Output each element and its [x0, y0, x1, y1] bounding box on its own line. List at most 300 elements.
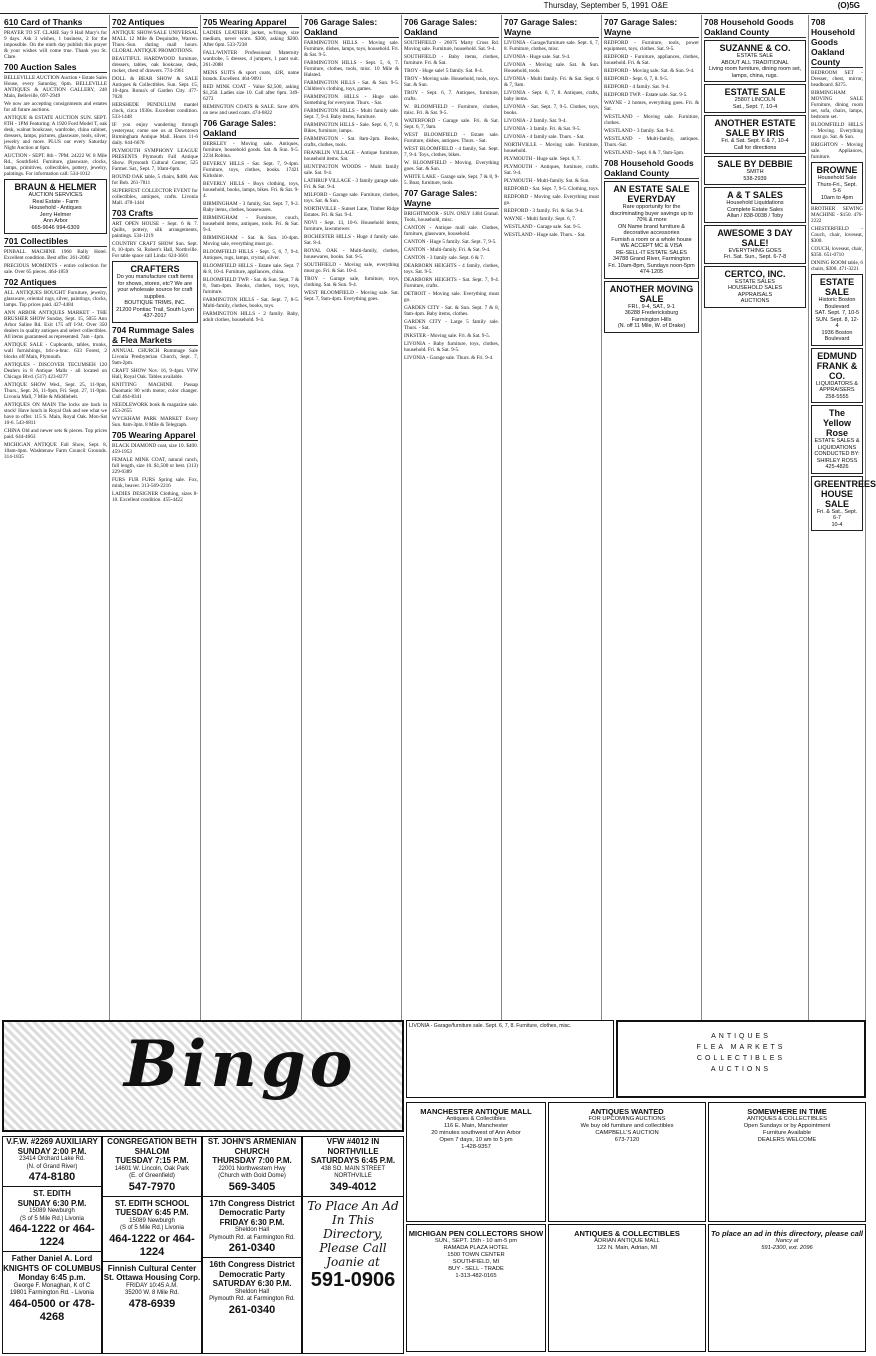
- ad-divider: [3, 1186, 101, 1187]
- classified-listing: NORTHVILLE - Sunset Lane, Timber Ridge Estates. Fri. & Sat. 9-4.: [304, 206, 399, 218]
- display-ad-line: Farmington Hills: [631, 316, 672, 323]
- classified-listing: REDFORD - 3 family. Fri. & Sat. 9-4.: [504, 208, 584, 214]
- classified-listing: ALL ANTIQUES BOUGHT Furniture, jewelry, glassware, oriental rugs, silver, paintings, clocks, lamps. Top prices paid. 427-4484: [4, 290, 107, 308]
- header-date: [544, 0, 668, 12]
- display-ad-line: 474-1205: [639, 269, 664, 275]
- section-heading: 703 Crafts: [112, 208, 198, 219]
- bingo-ad-title: 16th Congress District Democratic Party: [209, 1260, 295, 1279]
- display-ad-line: BOUTIQUE TRIMS, INC.: [124, 300, 186, 306]
- classified-listing: FARMINGTON HILLS - Multi family sale. Sept. 7, 9-4. Baby items, furniture.: [304, 108, 399, 120]
- classified-listing: PRECIOUS MOMENTS - entire collection for sale. Over 65 pieces. 464-1859: [4, 263, 107, 275]
- classified-listing: GARDEN CITY - Large 5 family sale. Thurs. - Sat.: [404, 319, 499, 331]
- continuation-text: LIVONIA - Garage/furniture sale. Sept. 6, 7, 8. Furniture, clothes, misc.: [409, 1023, 572, 1029]
- bingo-ad-note: (S of 5 Mile Rd.) Livonia: [119, 1225, 185, 1231]
- classified-listing: IF you enjoy wandering through yesteryear, come see us at Downtown Birmingham Antique Mall. Hours 11-6 daily. 644-6676: [112, 122, 198, 146]
- section-heading: 700 Auction Sales: [4, 62, 107, 73]
- classified-listing: BLOOMFIELD HILLS - Estate sale. Sept. 7 & 8, 10-4. Furniture, appliances, china.: [203, 263, 299, 275]
- bingo-ad-address: George F. Monaghan, K of C: [13, 1282, 91, 1289]
- bingo-title: Bingo: [124, 1027, 357, 1102]
- display-ad-line: Fri. 10am-8pm, Sundays noon-5pm: [608, 262, 695, 269]
- classified-listing: BEAUTIFUL HARDWOOD furniture, dressers, tables, oak bookcase, desk, rocker, chest of drawers. 774-1961: [112, 56, 198, 74]
- display-ad: [704, 156, 806, 185]
- classified-listing: PLYMOUTH SYMPHONY LEAGUE PRESENTS Plymouth Fall Antique Show. Plymouth Cultural Center, 525 Farmer. Sat., Sept. 7, 10am-6pm.: [112, 148, 198, 172]
- classified-listing: PRAYER TO ST. CLARE Say 9 Hail Mary's for 9 days. Ask 3 wishes, 1 business, 2 for the impossible. On the ninth day publish this prayer & your wishes will come true. Thank you St. Clare.: [4, 30, 107, 60]
- section-heading: 708 Household Goods Oakland County: [704, 17, 806, 38]
- classified-listing: LADIES LEATHER jacket, w/fringe, size medium, never worn. $300, asking $200. After 6pm. 533-7238: [203, 30, 299, 48]
- page-header: [0, 0, 868, 14]
- section-heading: 707 Garage Sales: Wayne: [604, 17, 699, 38]
- classified-listing: BLOOMFIELD HILLS - Moving. Everything must go. Sat. & Sun.: [811, 122, 863, 140]
- classified-listing: BERKLEY - Moving sale. Antiques, furniture, household goods. Sat. & Sun. 9-5. 2234 Robina.: [203, 141, 299, 159]
- classified-listing: CHINA Old and newer sets & pieces. Top prices paid. 644-4663: [4, 428, 107, 440]
- display-ad: [704, 225, 806, 264]
- display-ad-line: 10am to 4pm: [820, 194, 854, 201]
- classified-listing: CANTON - Huge 5 family. Sat. Sept. 7, 9-5.: [404, 239, 497, 245]
- display-ad-title: GREENTREES HOUSE SALE: [814, 478, 876, 509]
- classified-listing: FARMINGTON HILLS - Sale. Sept. 6, 7, 8. Bikes, furniture, lamps.: [304, 122, 399, 134]
- classified-listing: FARMINGTON HILLS - Moving sale. Furniture, dishes, lamps, toys, household. Fri. & Sat. 9-5.: [304, 40, 399, 58]
- classified-listing: WESTLAND - Huge sale. Thurs. - Sat.: [504, 232, 586, 238]
- place-ad-phone: 591-0906: [310, 1268, 396, 1291]
- classified-listing: FARMINGTON HILLS - Sept. 5, 6, 7. Furniture, clothes, tools, misc. 10 Mile & Halsted.: [304, 60, 399, 78]
- display-ad-title: ESTATE SALE: [819, 277, 855, 297]
- bingo-ad-note: Plymouth Rd. at Farmington Rd.: [209, 1234, 295, 1241]
- classified-listing: ROCHESTER HILLS - Huge 4 family sale. Sat. 8-4.: [304, 234, 399, 246]
- display-ad-line: 34788 Grand River, Farmington: [612, 256, 691, 262]
- classified-listing: COUNTRY CRAFT SHOW Sun. Sept. 8, 10-4pm. St. Robert's Hall, Northville. For table space call Linda: 624-3601: [112, 241, 198, 259]
- classified-listing: BRIGHTMOOR - SUN. ONLY 1484 Granal. Tools, household, misc.: [404, 211, 499, 223]
- section-heading: 610 Card of Thanks: [4, 17, 107, 28]
- bingo-ad-phone: 569-3405: [228, 1180, 276, 1193]
- classified-listing: WYCKHAM PARK MARKET Every Sun. 8am-3pm. 8 Mile & Telegraph.: [112, 415, 198, 428]
- bingo-ad-phone: 261-0340: [228, 1242, 276, 1254]
- display-ad: [704, 115, 806, 154]
- bingo-ad-phone: 464-1222 or 464-1224: [109, 1232, 195, 1258]
- display-ad-title: BRAUN & HELMER: [14, 182, 97, 192]
- display-ad-line: Do you manufacture craft items for shows, stores, etc? We are your wholesale source for craft supplies.: [116, 274, 194, 300]
- display-ad: [604, 181, 699, 279]
- classified-listing: W. BLOOMFIELD - Furniture, clothes, misc. Fri. & Sat. 9-5.: [404, 104, 499, 116]
- antiques-ad-title: ANTIQUES & COLLECTIBLES: [574, 1229, 680, 1238]
- display-ad-title: SALE BY DEBBIE: [717, 159, 793, 169]
- antiques-ad-line: 673-7120: [614, 1137, 640, 1143]
- antiques-ad-title: MANCHESTER ANTIQUE MALL: [420, 1107, 532, 1116]
- classified-column: [2, 15, 110, 1020]
- classified-listing: LIVONIA - 4 family sale. Thurs. - Sat.: [504, 134, 585, 140]
- bingo-ad-address: 22001 Northwestern Hwy: [218, 1165, 286, 1172]
- antiques-directory: [406, 1020, 866, 1354]
- classified-listing: REDFORD - Sept. 6, 7, 8. 9-5.: [604, 76, 669, 82]
- classified-listing: WATERFORD - Garage sale. Fri. & Sat. Sept. 6, 7, 9am.: [404, 118, 499, 130]
- classified-listing: INKSTER - Moving sale. Fri. & Sat. 9-5.: [404, 333, 491, 339]
- antiques-ad-line: DEALERS WELCOME: [757, 1137, 817, 1143]
- bingo-ad-title: ST. JOHN'S ARMENIAN CHURCH: [207, 1137, 297, 1156]
- display-ad-title: AN ESTATE SALE EVERYDAY: [613, 184, 690, 204]
- classified-listing: WESTLAND - 3 family. Sat. 9-4.: [604, 128, 674, 134]
- antiques-ad-line: SUN., SEPT. 15th - 10 am-5 pm: [434, 1238, 518, 1244]
- classified-column: [110, 15, 201, 1020]
- classified-listing: MILFORD - Garage sale. Furniture, clothes, toys. Sat. & Sun.: [304, 192, 399, 204]
- antiques-ad: [406, 1224, 546, 1352]
- antiques-ad-line: 1500 TOWN CENTER: [447, 1252, 505, 1258]
- display-ad-title: ANOTHER ESTATE SALE BY IRIS: [714, 118, 796, 138]
- bingo-ad-address: 15089 Newburgh: [29, 1208, 75, 1214]
- classified-listing: KNITTING MACHINE Passap Duomatic 80 with motor, color changer. Call 464-8341: [112, 381, 198, 400]
- antiques-ad-line: ANTIQUES & COLLECTIBLES: [747, 1116, 827, 1122]
- bingo-ad-address: 438 SO. MAIN STREET: [320, 1165, 386, 1172]
- display-ad: [704, 84, 806, 113]
- display-ad-line: SUN. Sept. 8, 12-4: [815, 316, 859, 329]
- display-ad: [704, 266, 806, 308]
- classified-listing: ANTIQUES ON MAIN The locks are back in stock! Have lunch in Royal Oak and see what we have to offer. 115 S. Main, Royal Oak. Mon-Sat 10-6. 543-6811: [4, 402, 107, 426]
- classified-listing: WEST BLOOMFIELD - 4 family, Sat. Sept. 7, 9-4. Toys, clothes, bikes.: [404, 146, 499, 158]
- bingo-ad-note: NORTHVILLE: [334, 1173, 372, 1179]
- bingo-ad-address: Sheldon Hall: [234, 1288, 270, 1295]
- classified-listing: ANN ARBOR ANTIQUES MARKET - THE BRUSHER SHOW Sunday, Sept. 15, 5055 Ann Arbor Saline Rd. Exit 175 off I-94. Over 350 dealers in quality antiques and select collectibles. All items guaranteed as represented. 7am - 4pm.: [4, 310, 107, 340]
- bingo-ad-day: TUESDAY 6:45 P.M.: [115, 1208, 189, 1217]
- display-ad: [811, 274, 863, 346]
- display-ad-line: WE ACCEPT MC & VISA: [620, 243, 683, 249]
- classified-listing: WAYNE - Multi family. Sept. 6, 7.: [504, 216, 577, 222]
- ad-divider: [103, 1196, 201, 1197]
- classified-listing: W. BLOOMFIELD - Moving. Everything goes. Sat. & Sun.: [404, 160, 499, 172]
- display-ad-line: RE-SELL-IT ESTATE SALES: [616, 249, 687, 256]
- display-ad-line: 10-4: [831, 521, 843, 528]
- antiques-ad-title: To place an ad in this directory, please call: [711, 1229, 863, 1238]
- classified-listing: DEARBORN HEIGHTS - Sat. Sept. 7, 9-4. Furniture, crafts.: [404, 277, 499, 289]
- display-ad-line: ESTATE SALES & LIQUIDATIONS CONDUCTED BY:: [814, 438, 860, 457]
- antiques-ad-line: 116 E. Main, Manchester: [443, 1123, 508, 1129]
- classified-listing: BEVERLY HILLS - Sat. Sept. 7, 9-4pm. Furniture, toys, clothes, books. 17421 Kirkshire.: [203, 161, 299, 179]
- classified-listing: REDFORD - Moving sale. Sat. & Sun. 9-4.: [604, 68, 695, 74]
- display-ad: [704, 187, 806, 223]
- bingo-ad-phone: 464-1222 or 464-1224: [9, 1223, 95, 1248]
- classified-listing: PLYMOUTH - Antiques, furniture, crafts. Sat. 9-4.: [504, 164, 599, 176]
- classified-listing: RED MINK COAT - Value $2,500, asking $1,250. Ladies size 10. Call after 6pm. 349-6273: [203, 84, 299, 102]
- display-ad-title: A & T SALES: [727, 190, 783, 200]
- classified-listing: WAYNE - 2 homes, everything goes. Fri. & Sat.: [604, 100, 699, 112]
- classified-listing: TROY - Moving sale. Household, tools, toys. Sat. & Sun.: [404, 76, 499, 88]
- display-ad-title: ANOTHER MOVING SALE: [609, 283, 694, 304]
- bingo-ad-title: CONGREGATION BETH SHALOM: [107, 1137, 197, 1156]
- display-ad-line: APPRAISALS: [737, 291, 773, 298]
- display-ad-line: ABOUT ALL TRADITIONAL: [721, 59, 789, 66]
- display-ad-title: ESTATE SALE: [724, 87, 786, 97]
- bingo-ad-note: (E. of Greenfield): [129, 1173, 175, 1179]
- bingo-ad-address: Sheldon Hall: [234, 1227, 270, 1233]
- display-ad-line: Household Liquidations: [726, 200, 784, 206]
- bingo-ad-note: Plymouth Rd. at Farmington Rd.: [209, 1296, 295, 1302]
- classified-listing: ROUND OAK table, 5 chairs, $400. Ask for Bob. 261-7811: [112, 174, 198, 186]
- display-ad-line: Allan / 838-0038 / Toby: [726, 213, 784, 219]
- antiques-ad-line: Furniture Available: [763, 1130, 811, 1136]
- display-ad-title: AWESOME 3 DAY SALE!: [717, 227, 793, 248]
- classified-listing: LIVONIA - Huge sale. Sat. 9-4.: [504, 54, 571, 60]
- display-ad-line: AUCTIONS: [740, 298, 770, 304]
- display-ad-line: (N. off 11 Mile, W. of Drake): [617, 323, 686, 329]
- bingo-directory: [2, 1136, 404, 1354]
- bingo-ad-day: SUNDAY 2:00 P.M.: [17, 1146, 87, 1156]
- section-heading: 705 Wearing Apparel: [112, 430, 198, 441]
- bingo-ad-note: (S of 5 Mile Rd.) Livonia: [19, 1215, 85, 1222]
- bingo-ad: [102, 1136, 202, 1354]
- classified-listing: MICHIGAN ANTIQUE Fall Show, Sept. 8, 10am-4pm. Washtenaw Farm Council Grounds. 314-1835: [4, 442, 107, 460]
- bingo-ad-day: SATURDAYS 6:45 P.M.: [310, 1156, 396, 1165]
- classified-listing: WEST BLOOMFIELD - Estate sale. Furniture, dishes, antiques. Thurs. - Sat.: [404, 132, 499, 144]
- antiques-banner-line: AUCTIONS: [710, 1066, 772, 1073]
- bingo-ad-phone: 464-0500 or 478-4268: [9, 1297, 95, 1323]
- classified-column: [702, 15, 809, 1020]
- bingo-ad-note: (Church with Gold Dome): [218, 1173, 286, 1179]
- classified-listing: FALL/WINTER Professional Maternity wardrobe, 5 dresses, 4 jumpers, 1 pant suit. 261-2088: [203, 50, 299, 68]
- display-ad-line: FRI., 9-4, SAT., 9-1: [628, 303, 675, 310]
- classified-listing: SOUTHFIELD - Moving sale, everything must go. Fri. & Sat. 10-4.: [304, 262, 399, 274]
- display-ad-line: Fri. Sat. Sun., Sept. 6-7-8: [723, 254, 787, 260]
- classified-listing: FRANKLIN VILLAGE - Antique furniture, household items. Sat.: [304, 150, 399, 162]
- classified-listing: GARDEN CITY - Sat. & Sun. Sept. 7 & 8, 9am-4pm. Baby items, clothes.: [404, 305, 499, 317]
- classified-listing: REDFORD - Furniture, appliances, clothes, household. Fri. & Sat.: [604, 54, 699, 66]
- display-ad-line: Sat., Sept. 7, 10-4: [732, 103, 778, 110]
- section-heading: 708 Household Goods Oakland County: [811, 17, 863, 68]
- classified-listing: LIVONIA - 3 family. Fri. & Sat. 9-5.: [504, 126, 581, 132]
- classified-listing: WESTLAND - Moving sale. Furniture, clothes.: [604, 114, 699, 126]
- bingo-ad-phone: 478-6939: [128, 1297, 176, 1310]
- display-ad: [811, 162, 863, 204]
- display-ad-line: ON Name brand furniture & decorative accessories: [618, 223, 685, 236]
- classified-listing: WEST BLOOMFIELD - Moving sale. Sat. Sept. 7, 9am-4pm. Everything goes.: [304, 290, 399, 302]
- display-ad-line: 437-2017: [143, 313, 167, 319]
- display-ad-line: 36288 Fredericksburg: [624, 310, 679, 316]
- classified-listing: LIVONIA - Garage/furniture sale. Sept. 6, 7, 8. Furniture, clothes, misc.: [504, 40, 599, 52]
- display-ad: [4, 179, 107, 234]
- classified-listing: REDFORD TWP. - Estate sale. Sat. 9-5.: [604, 92, 688, 98]
- ad-divider: [203, 1196, 301, 1197]
- classified-listing: BELLEVILLE AUCTION Auction • Estate Sales House, every Saturday, 6pm. BELLEVILLE ANTIQUES & AUCTION GALLERY, 248 Main, Belleville, 697-2949: [4, 75, 107, 99]
- classified-listing: LIVONIA - Sept. 6, 7, 8. Antiques, crafts, baby items.: [504, 90, 599, 102]
- classified-listing: LIVONIA - Multi family. Fri. & Sat. Sept. 6 & 7, 9am.: [504, 76, 599, 88]
- page-number: (O)5G: [837, 1, 860, 10]
- section-heading: 702 Antiques: [112, 17, 198, 28]
- classified-listing: HUNTINGTON WOODS - Multi family sale. Sat. 9-4.: [304, 164, 399, 176]
- classified-listing: CANTON - 3 family sale. Sept. 6 & 7.: [404, 255, 485, 261]
- antiques-ad: [406, 1102, 546, 1222]
- display-ad-line: 21200 Pontiac Trail, South Lyon: [116, 306, 194, 313]
- antiques-ad-line: Nancy at: [775, 1238, 799, 1244]
- bingo-ad-address: 23414 Orchard Lake Rd.: [19, 1156, 85, 1162]
- section-heading: 704 Rummage Sales & Flea Markets: [112, 325, 198, 346]
- classified-listing: CANTON - Antique mall sale. Clothes, furniture, glassware, household.: [404, 225, 499, 237]
- classified-listing: FARMINGTON HILLS - Huge sale. Something for everyone. Thurs. - Sat.: [304, 94, 399, 106]
- section-heading: 702 Antiques: [4, 277, 107, 288]
- bingo-ad-day: SUNDAY 6:30 P.M.: [17, 1198, 87, 1208]
- classified-listing: BIRMINGHAM MOVING SALE Furniture, dining room set, sofa, chairs, lamps, bedroom set.: [811, 90, 863, 120]
- classified-column: [201, 15, 302, 1020]
- display-ad-line: ESTATE SALE: [736, 53, 774, 59]
- antiques-ad-title: ANTIQUES WANTED: [590, 1107, 664, 1116]
- display-ad-line: Ann Arbor: [43, 218, 68, 224]
- display-ad-line: Household Sale: [817, 175, 857, 181]
- classified-listing: FARMINGTON - Sat. 8am-2pm. Books, crafts, clothes, tools.: [304, 136, 399, 148]
- antiques-banner-line: FLEA MARKETS: [696, 1044, 786, 1051]
- ad-divider: [203, 1257, 301, 1258]
- bingo-ad-phone: 261-0340: [228, 1303, 276, 1316]
- bingo-ad-day: Monday 6:45 p.m.: [18, 1273, 86, 1282]
- ad-divider: [3, 1251, 101, 1252]
- display-ad-line: Furnish a room or a whole house: [611, 236, 692, 243]
- antiques-ad-line: 591-2300, ext. 2096: [761, 1245, 813, 1251]
- bingo-ad: [202, 1136, 302, 1354]
- display-ad-line: Jerry Helmer: [39, 211, 72, 218]
- display-ad-line: Fri. & Sat. Sept. 6 & 7, 10-4: [721, 138, 789, 144]
- place-ad-text: To Place An Ad In This Directory, Please Call Joanie at: [307, 1198, 399, 1269]
- classified-listing: ANNUAL CHURCH Rummage Sale Livonia Presbyterian Church, Sept. 7, 9am-2pm.: [112, 347, 198, 366]
- classified-listing: ROYAL OAK - Multi-family, clothes, housewares, books. Sat. 9-5.: [304, 248, 399, 260]
- classified-listing: FARMINGTON HILLS - Sat. Sept. 7, 8-5. Multi-family, clothes, books, toys.: [203, 297, 299, 309]
- display-ad-line: 665-9646 994-6309: [31, 224, 80, 231]
- classified-listing: BEVERLY HILLS - Boys clothing, toys, household, books, lamps, bikes. Fri. & Sat. 9-4.: [203, 181, 299, 199]
- bingo-ad-note: 19801 Farmington Rd. - Livonia: [9, 1290, 95, 1296]
- classified-listing: LIVONIA - Garage sale. Thurs. & Fri. 9-4.: [404, 355, 494, 361]
- display-ad-line: SHIRLEY ROSS 425-4826: [816, 457, 858, 470]
- classified-listing: MENS SUITS & sport coats, 42R, name brands. Excellent. 464-9091: [203, 70, 299, 82]
- bingo-ad-day: TUESDAY 7:15 P.M.: [115, 1156, 189, 1165]
- bingo-ad-day: St. Ottawa Housing Corp.: [103, 1273, 201, 1282]
- antiques-ad-title: MICHIGAN PEN COLLECTORS SHOW: [408, 1229, 544, 1238]
- header-section: O&E: [651, 1, 668, 10]
- section-heading: 705 Wearing Apparel: [203, 17, 299, 28]
- display-ad-line: SMITH: [746, 169, 764, 175]
- classified-listing: LIVONIA - Sat. Sept. 7, 9-5. Clothes, toys, books.: [504, 104, 599, 116]
- classified-listing: BROTHER SEWING MACHINE - $150. 476-2222: [811, 206, 863, 224]
- header-date-text: Thursday, September 5, 1991: [543, 1, 649, 10]
- display-ad: [811, 348, 863, 404]
- antiques-ad-line: 122 N. Main, Adrian, MI: [596, 1245, 658, 1251]
- classified-listing: HERSHEDE PENDULUM mantel clock, circa 1930s. Excellent condition. 533-1448: [112, 102, 198, 120]
- antiques-ad-line: Open Sundays or by Appointment: [743, 1123, 831, 1129]
- bingo-ad-address: 15089 Newburgh: [129, 1217, 175, 1224]
- classified-listing: DOLL & BEAR SHOW & SALE Antiques & Collectibles. Sun. Sept. 15, 10-4pm. Roma's of Garden City. 477-7020: [112, 76, 198, 100]
- classified-listing: BLACK DIAMOND coat, size 10. $400. 459-1953: [112, 442, 198, 455]
- classified-listing: REDFORD - 4 family. Sat. 9-4.: [604, 84, 670, 90]
- bingo-ad-note: (N. of Grand River): [26, 1163, 78, 1170]
- bingo-ad-phone: 547-7970: [128, 1180, 176, 1193]
- bingo-ad-title: 17th Congress District Democratic Party: [209, 1198, 295, 1217]
- section-heading: 706 Garage Sales: Oakland: [404, 17, 499, 38]
- classified-listing: DINING ROOM table, 6 chairs, $300. 471-3221: [811, 260, 863, 272]
- classified-listing: WESTLAND - Garage sale. Sat. 9-5.: [504, 224, 582, 230]
- section-heading: 706 Garage Sales: Oakland: [203, 118, 299, 139]
- classified-listing: CHESTERFIELD - Couch, chair, loveseat, $300.: [811, 226, 863, 244]
- classified-column: [302, 15, 402, 1020]
- classified-listing: LATHRUP VILLAGE - 3 family garage sale. Fri. & Sat. 9-4.: [304, 178, 399, 190]
- classified-listing: ANTIQUE & ESTATE AUCTION SUN. SEPT. 8TH - 1PM Featuring: A 1920 Ford Model T, oak desk, walnut bookcase, wardrobe, china cabinet, dressers, lamps, pictures, glassware, tools, silver, jewelry and more. PLUS our every Saturday Night Auction at 6pm.: [4, 115, 107, 151]
- display-ad: [604, 281, 699, 333]
- display-ad-line: SAT. Sept. 7, 10-5: [814, 310, 860, 316]
- bingo-ad-phone: 474-8180: [28, 1171, 76, 1183]
- classified-listing: ANTIQUES - DISCOVER TECUMSEH 120 Dealers in 8 Antique Malls - all located on Chicago Blvd. (517) 423-8277: [4, 362, 107, 380]
- classified-listing: REMINGTON COATS & SALE. Save 40% on new and used coats. 474-6822: [203, 104, 299, 116]
- bingo-banner: [2, 1020, 404, 1132]
- display-ad-line: Household - Antiques: [29, 205, 82, 211]
- classified-listing: CRAFT SHOW Nov. 16, 9-4pm. VFW Hall, Royal Oak. Tables available.: [112, 367, 198, 380]
- display-ad-line: 258-5555: [825, 393, 849, 400]
- bingo-ad-title: ST. EDITH SCHOOL: [114, 1198, 190, 1208]
- classified-listing: LADIES DESIGNER Clothing, sizes 8-10. Excellent condition. 455-4422: [112, 490, 198, 503]
- ad-divider: [103, 1261, 201, 1262]
- classified-listing: SOUTHFIELD - Baby items, clothes, furniture. Fri. & Sat.: [404, 54, 499, 66]
- antiques-ad-line: FOR UPCOMING AUCTIONS: [588, 1116, 666, 1122]
- bingo-ad-title: ST. EDITH: [33, 1189, 71, 1198]
- classified-listing: PINBALL MACHINE 1960 Bally Hotel. Excellent condition. Best offer. 261-2082: [4, 249, 107, 261]
- classified-listing: BLOOMFIELD HILLS - Sept. 5, 6, 7, 9-4. Antiques, rugs, lamps, crystal, silver.: [203, 249, 299, 261]
- display-ad-line: EVERYTHING GOES: [728, 247, 782, 254]
- display-ad-line: Complete Estate Sales: [727, 206, 783, 213]
- classified-listing: WESTLAND - Sept. 6 & 7, 9am-5pm.: [604, 150, 685, 156]
- bingo-ad-title: V.F.W. #2269 AUXILIARY: [6, 1137, 98, 1146]
- classified-listing: PLYMOUTH - Huge sale. Sept. 6, 7.: [504, 156, 581, 162]
- section-heading: 706 Garage Sales: Oakland: [304, 17, 399, 38]
- section-heading: 701 Collectibles: [4, 236, 107, 247]
- display-ad-line: Real Estate - Farm: [32, 198, 79, 205]
- classified-listing: We now are accepting consignments and estates for all future auctions.: [4, 101, 107, 113]
- display-ad-line: 1936 Boston Boulevard: [821, 329, 853, 342]
- classified-listing: FARMINGTON HILLS - 2 family. Baby, adult clothes, household. 9-4.: [203, 311, 299, 323]
- classified-listing: SUPERFEST COLLECTOR EVENT for collectibles, antiques, crafts. Livonia Mall. 478-1444: [112, 188, 198, 206]
- classified-column: [809, 15, 876, 1020]
- bingo-ad-phone: 349-4012: [329, 1180, 377, 1193]
- display-ad-line: ESTATE SALES: [735, 278, 775, 285]
- antiques-ad-line: ADRIAN ANTIQUE MALL: [594, 1238, 660, 1244]
- display-ad-line: 538-2939: [743, 175, 767, 182]
- classified-listing: NEEDLEWORK book & magazine sale. 453-2655: [112, 401, 198, 414]
- classified-listing: LIVONIA - Baby furniture, toys, clothes, household. Fri. & Sat. 9-5.: [404, 341, 499, 353]
- display-ad-title: The Yellow Rose: [822, 408, 851, 438]
- classified-listing: ANTIQUE SHOW/SALE UNIVERSAL MALL 12 Mile & Dequindre, Warren. Thurs.-Sun. during mall hours. GLOBAL ANTIQUE PROMOTIONS.: [112, 30, 198, 54]
- classified-listing: PLYMOUTH - Multi-family. Sat. & Sun.: [504, 178, 590, 184]
- bingo-ad-address: 14601 W. Lincoln, Oak Park: [114, 1165, 190, 1172]
- classified-column: [602, 15, 702, 1020]
- classified-listing: NORTHVILLE - Moving sale. Furniture, household.: [504, 142, 599, 154]
- classified-listing: BIRMINGHAM - Sat. & Sun. 10-4pm. Moving sale, everything must go.: [203, 235, 299, 247]
- antiques-banner-line: COLLECTIBLES: [696, 1055, 786, 1062]
- display-ad-line: Rare opportunity for the discriminating buyer savings up to 70% & more: [610, 204, 693, 223]
- classified-listing: TROY - Garage sale, furniture, toys, clothing. Sat. & Sun. 9-4.: [304, 276, 399, 288]
- section-heading: 707 Garage Sales: Wayne: [404, 188, 499, 209]
- classified-column: [402, 15, 502, 1020]
- classified-listing: LIVONIA - Moving sale. Sat. & Sun. Household, tools.: [504, 62, 599, 74]
- bingo-ad-title: Father Daniel A. Lord KNIGHTS OF COLUMBUS: [3, 1254, 101, 1273]
- classified-columns: [2, 15, 876, 1020]
- classified-listing: TROY - Huge sale! 5 family. Sat. 8-4.: [404, 68, 483, 74]
- section-heading: 708 Household Goods Oakland County: [604, 158, 699, 179]
- display-ad: [112, 261, 198, 323]
- display-ad: [811, 476, 876, 532]
- display-ad-line: HOUSEHOLD SALES: [727, 285, 783, 291]
- classified-listing: FURS FUR FURS Spring sale. Fox, mink, beaver. 313-569-2216: [112, 476, 198, 489]
- antiques-ad-line: Antiques & Collectibles: [446, 1116, 506, 1122]
- antiques-banner-line: ANTIQUES: [711, 1033, 771, 1040]
- classified-listing: CANTON - Multi-family. Fri. & Sat. 9-4.: [404, 247, 491, 253]
- classified-listing: ART OPEN HOUSE - Sept. 6 & 7. Quilts, pottery, silk arrangements, paintings. 534-1219: [112, 221, 198, 239]
- bingo-ad-note: 35200 W. 8 Mile Rd.: [124, 1290, 180, 1296]
- classified-listing: BRIGHTON - Moving sale. Appliances, furniture.: [811, 142, 863, 160]
- classified-listing: FARMINGTON HILLS - Sat. & Sun. 9-5. Children's clothing, toys, games.: [304, 80, 399, 92]
- classified-listing: BIRMINGHAM - Furniture, couch, household items, antiques, tools. Fri. & Sat. 9-4.: [203, 215, 299, 233]
- antiques-ad-line: Open 7 days, 10 am to 5 pm: [439, 1137, 513, 1143]
- antiques-ad-line: 1-313-482-0165: [455, 1273, 497, 1279]
- display-ad-line: AUCTION SERVICES: [28, 192, 83, 198]
- classified-column: [502, 15, 602, 1020]
